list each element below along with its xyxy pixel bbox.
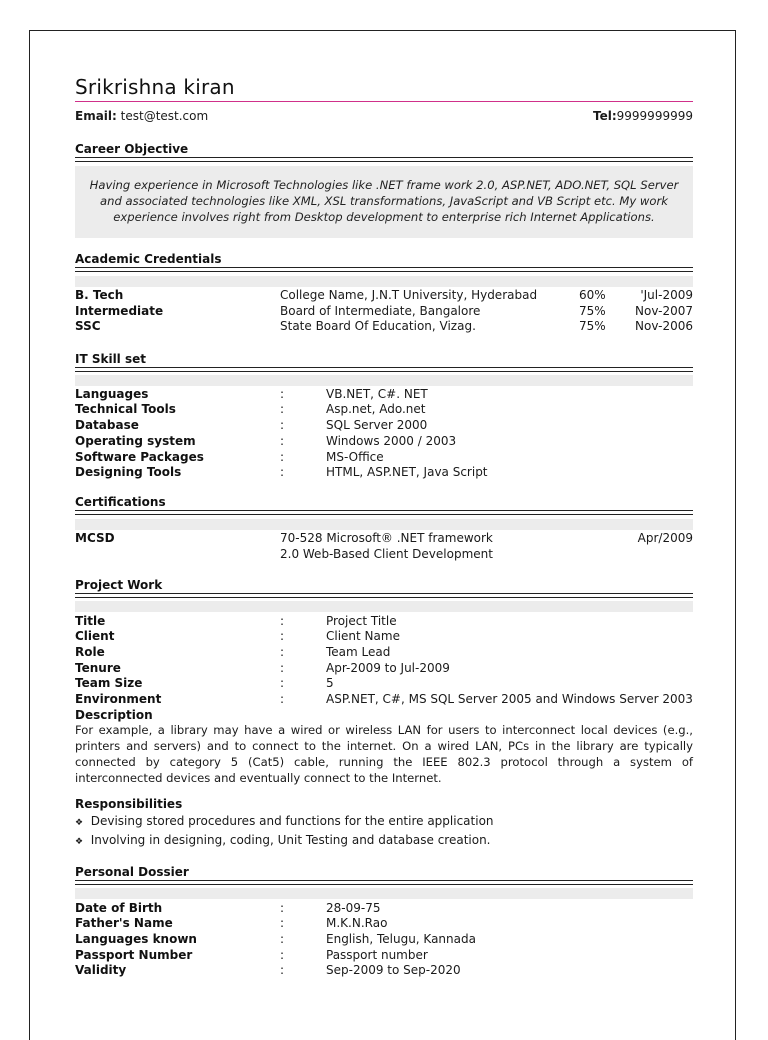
project-value: Client Name — [326, 629, 400, 643]
project-heading: Project Work — [75, 578, 163, 592]
email-label: Email: — [75, 109, 117, 123]
project-label: Title — [75, 614, 106, 628]
skills-heading: IT Skill set — [75, 352, 146, 366]
description-text: For example, a library may have a wired or wireless LAN for users to interconnect local devices (e.g., printers and servers) and to connect to the internet. On a wired LAN, PCs in the library are typically connected by category 5 (Cat5) cable, running the IEEE 802.3 protocol through a system of interconnected devices and eventually connect to the Internet. — [75, 723, 693, 785]
skill-label: Operating system — [75, 434, 196, 448]
personal-label: Passport Number — [75, 948, 193, 962]
diamond-bullet-icon: ❖ — [75, 818, 84, 828]
academic-school: State Board Of Education, Vizag. — [280, 319, 476, 333]
skill-label: Languages — [75, 387, 149, 401]
project-value: ASP.NET, C#, MS SQL Server 2005 and Windows Server 2003 — [326, 692, 693, 706]
personal-label: Languages known — [75, 932, 197, 946]
personal-separator: : — [280, 932, 285, 946]
personal-separator: : — [280, 916, 285, 930]
certifications-heading: Certifications — [75, 495, 166, 509]
certification-line-1: 70-528 Microsoft® .NET framework — [280, 531, 493, 545]
project-label: Client — [75, 629, 115, 643]
skill-separator: : — [280, 465, 285, 479]
personal-separator: : — [280, 948, 285, 962]
personal-value: 28-09-75 — [326, 901, 381, 915]
skill-label: Software Packages — [75, 450, 204, 464]
personal-value: Sep-2009 to Sep-2020 — [326, 963, 461, 977]
description-label: Description — [75, 708, 153, 722]
skill-separator: : — [280, 402, 285, 416]
tel-line — [593, 109, 693, 123]
skill-value: SQL Server 2000 — [326, 418, 428, 432]
skill-value: Windows 2000 / 2003 — [326, 434, 457, 448]
diamond-bullet-icon: ❖ — [75, 837, 84, 847]
career-rule — [75, 157, 693, 162]
project-separator: : — [280, 614, 285, 628]
certification-date: Apr/2009 — [637, 531, 693, 545]
project-separator: : — [280, 692, 285, 706]
academic-school: College Name, J.N.T University, Hyderabad — [280, 288, 538, 302]
academic-percent: 60% — [579, 288, 606, 302]
certifications-rule — [75, 510, 693, 515]
tel-value: 9999999999 — [616, 109, 693, 123]
personal-band — [75, 888, 693, 899]
certification-name: MCSD — [75, 531, 115, 545]
skill-separator: : — [280, 434, 285, 448]
certifications-band — [75, 519, 693, 530]
academic-degree: B. Tech — [75, 288, 124, 302]
project-band — [75, 601, 693, 612]
skills-band — [75, 375, 693, 386]
responsibilities-label: Responsibilities — [75, 797, 183, 811]
academic-date: Nov-2007 — [635, 304, 693, 318]
project-label: Team Size — [75, 676, 143, 690]
personal-label: Date of Birth — [75, 901, 163, 915]
personal-value: Passport number — [326, 948, 428, 962]
academic-degree: Intermediate — [75, 304, 164, 318]
project-rule — [75, 593, 693, 598]
project-separator: : — [280, 676, 285, 690]
project-separator: : — [280, 661, 285, 675]
project-separator: : — [280, 629, 285, 643]
academic-percent: 75% — [579, 319, 606, 333]
candidate-name: Srikrishna kiran — [75, 75, 235, 99]
skill-label: Designing Tools — [75, 465, 182, 479]
skill-label: Technical Tools — [75, 402, 176, 416]
personal-heading: Personal Dossier — [75, 865, 189, 879]
career-heading: Career Objective — [75, 142, 189, 156]
responsibility-text: Devising stored procedures and functions for the entire application — [90, 814, 494, 828]
project-separator: : — [280, 645, 285, 659]
personal-label: Validity — [75, 963, 127, 977]
skills-rule — [75, 367, 693, 372]
skill-separator: : — [280, 387, 285, 401]
academic-degree: SSC — [75, 319, 101, 333]
email-value: test@test.com — [120, 109, 209, 123]
skill-separator: : — [280, 418, 285, 432]
skill-label: Database — [75, 418, 139, 432]
project-label: Environment — [75, 692, 162, 706]
skill-separator: : — [280, 450, 285, 464]
academic-rule — [75, 267, 693, 272]
tel-label: Tel: — [592, 109, 617, 123]
personal-value: English, Telugu, Kannada — [326, 932, 476, 946]
project-label: Role — [75, 645, 105, 659]
academic-percent: 75% — [579, 304, 606, 318]
responsibility-item — [75, 833, 491, 847]
academic-heading: Academic Credentials — [75, 252, 222, 266]
email-line — [75, 109, 208, 123]
academic-date: Nov-2006 — [635, 319, 693, 333]
project-value: Team Lead — [326, 645, 391, 659]
career-objective-text: Having experience in Microsoft Technologies like .NET frame work 2.0, ASP.NET, ADO.NET, SQL Server and associated technologies like XML, XSL transformations, JavaScript and VB Script etc. My work experience involves right from Desktop development to enterprise rich Internet Applications. — [75, 166, 693, 238]
responsibility-item — [75, 814, 494, 828]
project-value: Project Title — [326, 614, 397, 628]
personal-separator: : — [280, 963, 285, 977]
personal-separator: : — [280, 901, 285, 915]
responsibility-text: Involving in designing, coding, Unit Testing and database creation. — [90, 833, 491, 847]
personal-label: Father's Name — [75, 916, 173, 930]
academic-school: Board of Intermediate, Bangalore — [280, 304, 481, 318]
academic-date: 'Jul-2009 — [640, 288, 693, 302]
skill-value: HTML, ASP.NET, Java Script — [326, 465, 488, 479]
personal-rule — [75, 880, 693, 885]
header-rule — [75, 101, 693, 102]
project-label: Tenure — [75, 661, 121, 675]
skill-value: MS-Office — [326, 450, 384, 464]
personal-value: M.K.N.Rao — [326, 916, 388, 930]
project-value: Apr-2009 to Jul-2009 — [326, 661, 450, 675]
skill-value: Asp.net, Ado.net — [326, 402, 426, 416]
project-value: 5 — [326, 676, 334, 690]
skill-value: VB.NET, C#. NET — [326, 387, 428, 401]
academic-band — [75, 276, 693, 287]
certification-line-2: 2.0 Web-Based Client Development — [280, 547, 493, 561]
